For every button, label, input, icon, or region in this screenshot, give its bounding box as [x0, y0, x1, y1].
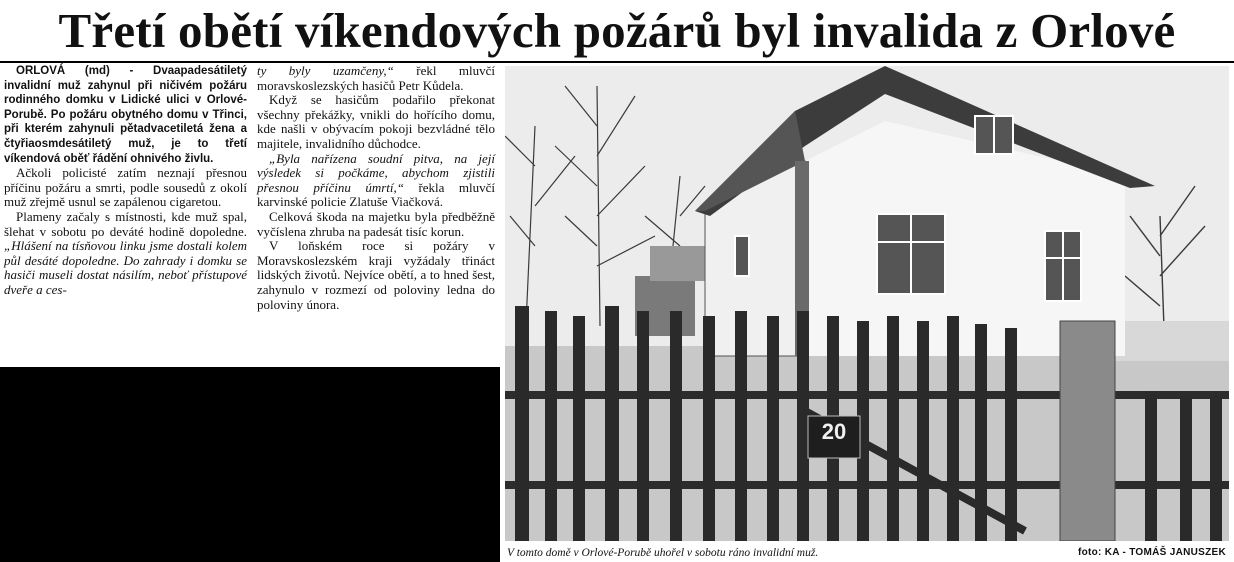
- headline-rule: [0, 61, 1234, 63]
- paragraph-text: Plameny začaly s místnosti, kde muž spal, šlehat v sobotu po deváté hodině dopoledne.: [4, 208, 247, 239]
- quote-text: „Hlášení na tísňovou linku jsme dostali kolem půl desáté dopoledne. Do zahrady i domku se hasiči museli dostat násilím, neboť přístupové dveře a ces-: [4, 238, 247, 297]
- article-column-1: [4, 64, 247, 298]
- redacted-area: [0, 367, 500, 562]
- article-paragraph: Celková škoda na majetku byla předběžně vyčíslena zhruba na padesát tisíc korun.: [257, 208, 495, 239]
- article-paragraph: [4, 210, 247, 298]
- house-photo: [505, 66, 1229, 541]
- article-column-2: [257, 64, 495, 312]
- paragraph-text: řekla mluvčí karvinské policie Zlatuše Viačková.: [257, 179, 495, 210]
- article-paragraph: Ačkoli policisté zatím neznají přesnou příčinu požáru a smrti, podle sousedů z okolí muž zřejmě usnul se zapálenou cigaretou.: [4, 165, 247, 210]
- gate-post: [1060, 321, 1115, 541]
- headline: Třetí obětí víkendových požárů byl invalida z Orlové: [58, 3, 1176, 58]
- quote-text: ty byly uzamčeny,“: [257, 63, 394, 78]
- quote-text: „Byla nařízena soudní pitva, na její výsledek si počkáme, abychom zjistili přesnou příčinu úmrtí,“: [257, 150, 495, 195]
- article-paragraph: [257, 64, 495, 93]
- article-paragraph: [257, 152, 495, 210]
- photo-caption: V tomto domě v Orlové-Porubě uhořel v sobotu ráno invalidní muž.: [507, 547, 819, 559]
- article-paragraph: Když se hasičům podařilo překonat všechny překážky, vnikli do hořícího domu, kde našli v obývacím pokoji bezvládné tělo majitele, invalidního důchodce.: [257, 92, 495, 151]
- paragraph-text: řekl mluvčí moravskoslezských hasičů Petr Kůdela.: [257, 63, 495, 93]
- article-paragraph: V loňském roce si požáry v Moravskoslezském kraji vyžádaly třináct lidských životů. Nejvíce obětí, a to hned šest, zahynulo v rozmezí od poloviny ledna do poloviny února.: [257, 238, 495, 312]
- photo-credit: foto: KA - TOMÁŠ JANUSZEK: [1077, 547, 1226, 558]
- article-lead: ORLOVÁ (md) - Dvaapadesátiletý invalidní muž zahynul při ničivém požáru rodinného domku v Lidické ulici v Orlové-Porubě. Po požáru obytného domu v Třinci, při kterém zahynuli pětadvacetiletá žena a čtyřiaosmdesátiletý muž, je to třetí víkendová oběť řádění ohnivého živlu.: [4, 65, 247, 165]
- house-number-label: 20: [821, 419, 847, 444]
